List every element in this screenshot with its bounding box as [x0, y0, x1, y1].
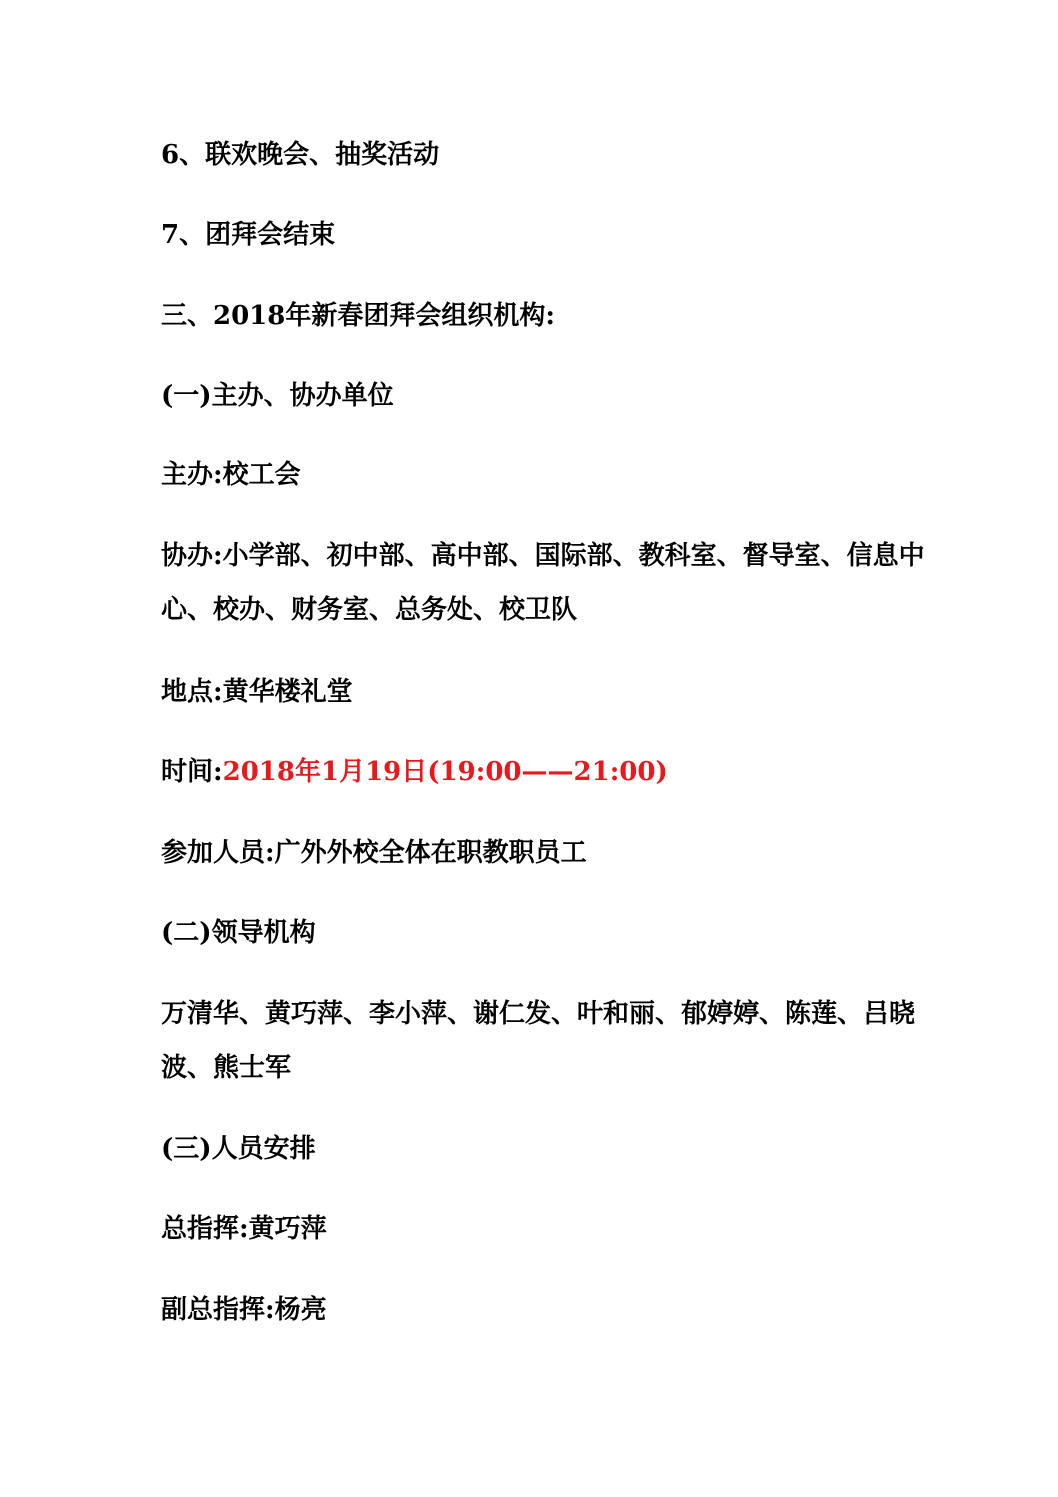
agenda-item-6: 6、联欢晚会、抽奖活动: [161, 140, 440, 170]
commander-row: [161, 1202, 931, 1256]
participants-value: 广外外校全体在职教职员工: [274, 838, 587, 868]
cohost-label: 协办:: [161, 541, 223, 571]
vice-commander-label: 副总指挥:: [161, 1295, 275, 1325]
participants-row: [161, 826, 931, 880]
section-3-title: 三、2018年新春团拜会组织机构:: [161, 301, 555, 331]
leaders-list: 万清华、黄巧萍、李小萍、谢仁发、叶和丽、郁婷婷、陈莲、吕晓波、熊士军: [161, 999, 916, 1083]
subsection-1-title: (一)主办、协办单位: [161, 381, 394, 411]
host-row: [161, 448, 931, 502]
subsection-2-title: (二)领导机构: [161, 918, 316, 948]
time-value: 2018年1月19日(19:00——21:00): [222, 757, 668, 787]
time-row: [161, 745, 931, 799]
cohost-row: [161, 529, 931, 637]
location-label: 地点:: [161, 677, 223, 707]
location-row: [161, 665, 931, 719]
commander-label: 总指挥:: [161, 1214, 249, 1244]
participants-label: 参加人员:: [161, 838, 275, 868]
vice-commander-row: [161, 1283, 931, 1337]
vice-commander-value: 杨亮: [274, 1295, 327, 1325]
agenda-item-7: 7、团拜会结束: [161, 220, 336, 250]
location-value: 黄华楼礼堂: [222, 677, 353, 707]
host-value: 校工会: [222, 460, 301, 490]
time-label: 时间:: [161, 757, 223, 787]
subsection-3-title: (三)人员安排: [161, 1134, 316, 1164]
host-label: 主办:: [161, 460, 223, 490]
commander-value: 黄巧萍: [248, 1214, 327, 1244]
cohost-value: 小学部、初中部、高中部、国际部、教科室、督导室、信息中心、校办、财务室、总务处、校卫队: [161, 541, 925, 625]
